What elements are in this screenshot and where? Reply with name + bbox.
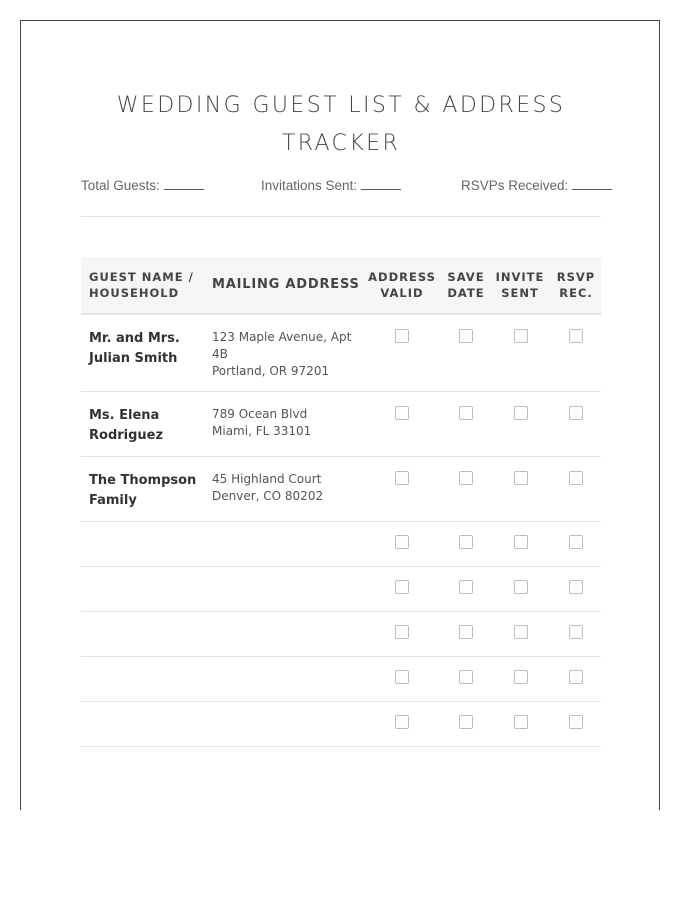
invite-sent-checkbox[interactable]	[514, 670, 528, 684]
header-address-valid-line1: ADDRESS	[368, 270, 436, 284]
address-line2: 4B	[212, 347, 228, 361]
invite-sent-checkbox[interactable]	[514, 580, 528, 594]
rsvp-received-checkbox[interactable]	[569, 715, 583, 729]
guest-name-line1: Mr. and Mrs.	[89, 331, 180, 346]
header-save-date-line1: SAVE	[447, 270, 485, 284]
empty-table-row	[81, 612, 601, 657]
header-guest-name-line1: GUEST NAME /	[89, 270, 194, 284]
header-rsvp-received	[551, 257, 601, 313]
header-mailing-address: MAILING ADDRESS	[212, 277, 360, 292]
address-line2: Miami, FL 33101	[212, 424, 312, 438]
guest-name	[89, 471, 204, 511]
address-valid-checkbox[interactable]	[395, 580, 409, 594]
rsvp-received-checkbox[interactable]	[569, 580, 583, 594]
rsvp-received-checkbox[interactable]	[569, 471, 583, 485]
invite-sent-checkbox[interactable]	[514, 715, 528, 729]
header-invite-sent-line1: INVITE	[495, 270, 545, 284]
total-guests-blank[interactable]	[164, 177, 204, 190]
save-date-checkbox[interactable]	[459, 715, 473, 729]
save-date-checkbox[interactable]	[459, 329, 473, 343]
save-date-checkbox[interactable]	[459, 580, 473, 594]
guest-name-line1: Ms. Elena	[89, 408, 160, 423]
table-row	[81, 315, 601, 392]
mailing-address	[212, 329, 362, 380]
address-line3: Portland, OR 97201	[212, 364, 330, 378]
empty-table-row	[81, 522, 601, 567]
table-row	[81, 392, 601, 457]
address-valid-checkbox[interactable]	[395, 471, 409, 485]
address-valid-checkbox[interactable]	[395, 625, 409, 639]
table-row	[81, 457, 601, 522]
header-save-date-line2: DATE	[447, 286, 485, 300]
guest-name	[89, 329, 204, 369]
save-date-checkbox[interactable]	[459, 670, 473, 684]
save-date-checkbox[interactable]	[459, 471, 473, 485]
guest-name-line2: Julian Smith	[89, 351, 178, 366]
address-line2: Denver, CO 80202	[212, 489, 324, 503]
invite-sent-checkbox[interactable]	[514, 535, 528, 549]
header-address-valid	[369, 257, 435, 313]
save-date-checkbox[interactable]	[459, 535, 473, 549]
invite-sent-checkbox[interactable]	[514, 471, 528, 485]
rsvp-received-checkbox[interactable]	[569, 406, 583, 420]
rsvps-received-label: RSVPs Received:	[461, 178, 569, 193]
header-save-date	[441, 257, 491, 313]
header-rsvp-received-line1: RSVP	[556, 270, 596, 284]
guest-list-page	[20, 20, 660, 810]
empty-table-row	[81, 702, 601, 747]
mailing-address	[212, 406, 362, 440]
rsvp-received-checkbox[interactable]	[569, 329, 583, 343]
guest-table	[81, 257, 601, 747]
rsvps-received-field[interactable]	[461, 177, 612, 193]
address-valid-checkbox[interactable]	[395, 329, 409, 343]
address-line1: 123 Maple Avenue, Apt	[212, 330, 352, 344]
invitations-sent-field[interactable]	[261, 177, 401, 193]
divider	[81, 216, 601, 217]
guest-name-line2: Family	[89, 493, 137, 508]
address-valid-checkbox[interactable]	[395, 406, 409, 420]
invitations-sent-blank[interactable]	[361, 177, 401, 190]
total-guests-label: Total Guests:	[81, 178, 160, 193]
invite-sent-checkbox[interactable]	[514, 329, 528, 343]
header-rsvp-received-line2: REC.	[559, 286, 593, 300]
rsvp-received-checkbox[interactable]	[569, 535, 583, 549]
invite-sent-checkbox[interactable]	[514, 625, 528, 639]
rsvp-received-checkbox[interactable]	[569, 625, 583, 639]
address-valid-checkbox[interactable]	[395, 535, 409, 549]
guest-name-line2: Rodriguez	[89, 428, 164, 443]
invite-sent-checkbox[interactable]	[514, 406, 528, 420]
header-invite-sent-line2: SENT	[501, 286, 539, 300]
title-line-2: TRACKER	[281, 131, 401, 156]
header-guest-name	[89, 257, 199, 313]
header-invite-sent	[494, 257, 546, 313]
address-line1: 45 Highland Court	[212, 472, 322, 486]
empty-table-row	[81, 657, 601, 702]
save-date-checkbox[interactable]	[459, 625, 473, 639]
page-title	[21, 87, 661, 163]
guest-name	[89, 406, 204, 446]
invitations-sent-label: Invitations Sent:	[261, 178, 358, 193]
rsvps-received-blank[interactable]	[572, 177, 612, 190]
save-date-checkbox[interactable]	[459, 406, 473, 420]
address-valid-checkbox[interactable]	[395, 715, 409, 729]
address-valid-checkbox[interactable]	[395, 670, 409, 684]
header-guest-name-line2: HOUSEHOLD	[89, 286, 180, 300]
title-line-1: WEDDING GUEST LIST & ADDRESS	[116, 93, 566, 118]
mailing-address	[212, 471, 362, 505]
rsvp-received-checkbox[interactable]	[569, 670, 583, 684]
total-guests-field[interactable]	[81, 177, 204, 193]
table-header	[81, 257, 601, 315]
empty-table-row	[81, 567, 601, 612]
address-line1: 789 Ocean Blvd	[212, 407, 308, 421]
header-address-valid-line2: VALID	[380, 286, 424, 300]
guest-name-line1: The Thompson	[89, 473, 197, 488]
summary-bar	[81, 177, 601, 197]
